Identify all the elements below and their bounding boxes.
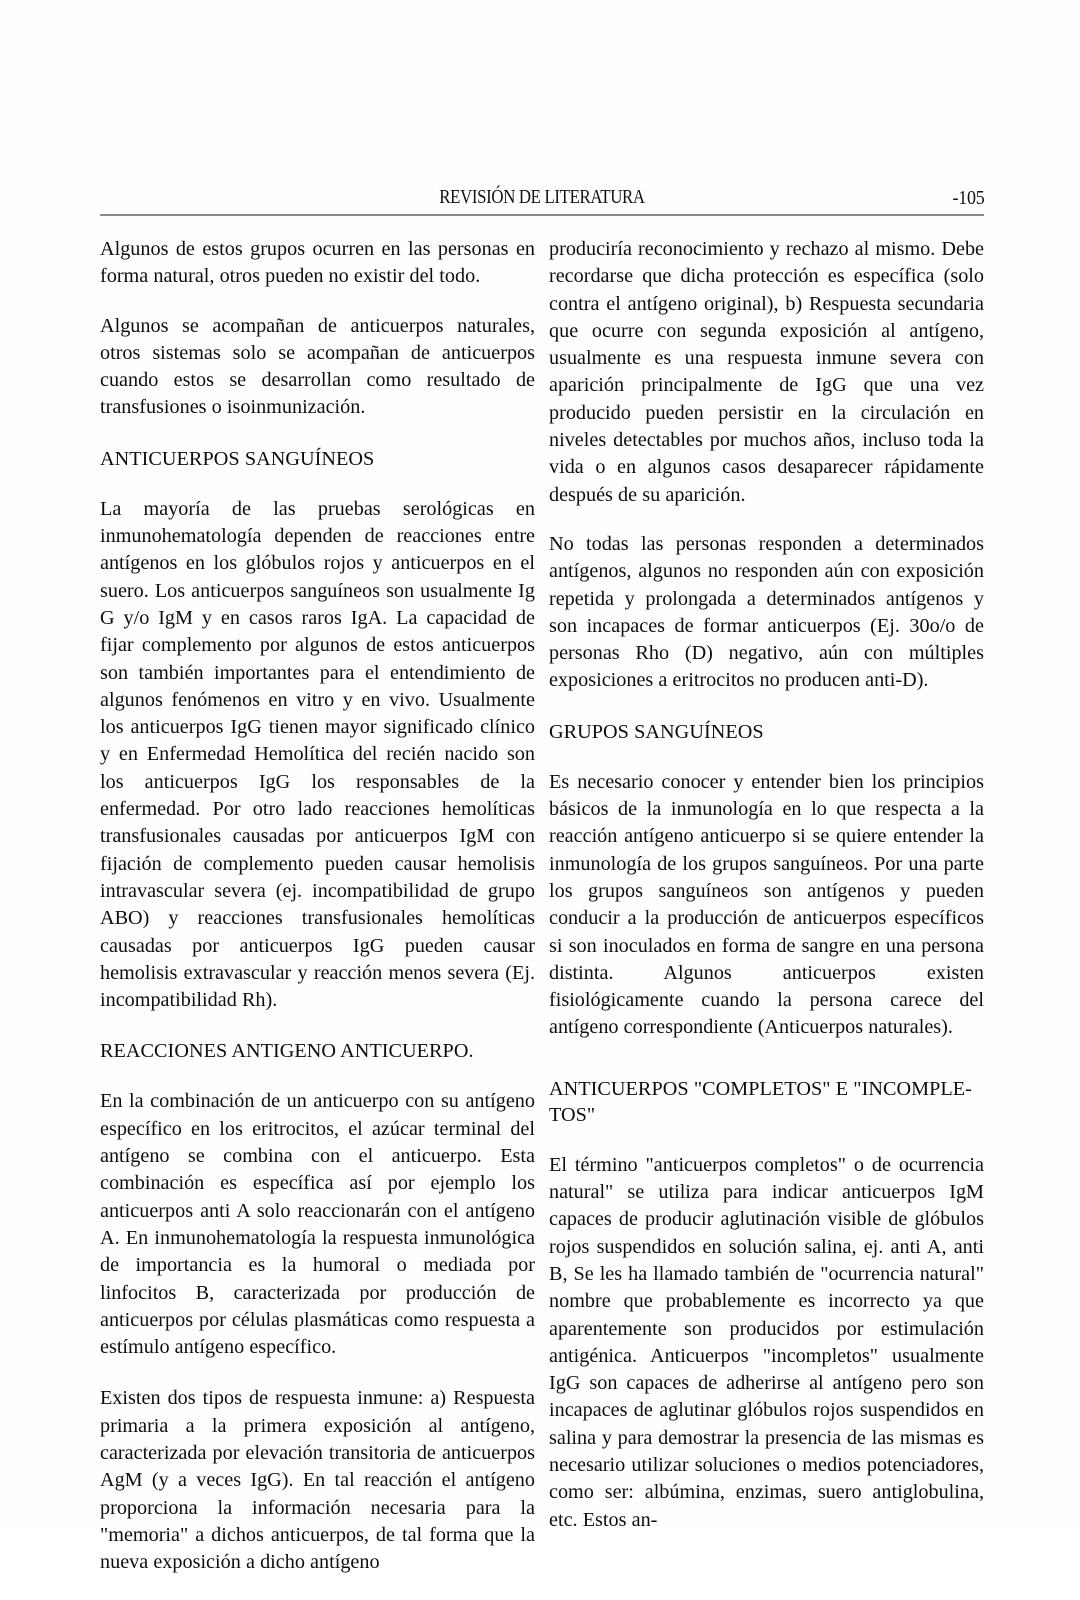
running-head-title: REVISIÓN DE LITERATURA [439, 186, 645, 208]
paragraph-no-todas-las-personas: No todas las personas responden a determinados antígenos, algunos no responden aún con exposición repetida y prolongada a determinados antígenos y son incapaces de formar anticuerpos (Ej. 30o/o de personas Rho (D) negativo, aún con múltiples exposiciones a eritrocitos no producen anti-D). [549, 532, 984, 692]
paragraph-grupos-naturales: Algunos de estos grupos ocurren en las personas en forma natural, otros pueden no existir del todo. [100, 238, 535, 288]
paragraph-principios-inmunologia: Es necesario conocer y entender bien los principios básicos de la inmunología en lo que respecta a la reacción antígeno anticuerpo si se quiere entender la inmunología de los grupos sanguíneos. Por una parte los grupos sanguíneos son antígenos y pueden conducir a la producción de anticuerpos específicos si son inoculados en forma de sangre en una persona distinta. Algunos anticuerpos existen fisiológicamente cuando la persona carece del antígeno correspondiente (Anticuerpos naturales). [549, 770, 984, 1039]
paragraph-combinacion-anticuerpo-antigeno: En la combinación de un anticuerpo con su antígeno específico en los eritrocitos, el azúcar terminal del antígeno se combina con el anticuerpo. Esta combinación es específica así por ejemplo los anticuerpos anti A solo reaccionarán con el antígeno A. En inmunohematología la respuesta inmunológica de importancia es la humoral o mediada por linfocitos B, caracterizada por producción de anticuerpos por células plasmáticas como respuesta a estímulo antígeno específico. [100, 1090, 535, 1359]
running-head [100, 186, 984, 216]
heading-anticuerpos-completos-incompletos: ANTICUERPOS "COMPLETOS" E "INCOMPLE-TOS" [549, 1077, 972, 1126]
paragraph-anticuerpos-naturales: Algunos se acompañan de anticuerpos naturales, otros sistemas solo se acompañan de anticuerpos cuando estos se desarrollan como resultado de transfusiones o isoinmunización. [100, 314, 535, 419]
heading-anticuerpos-sanguineos: ANTICUERPOS SANGUÍNEOS [100, 447, 375, 470]
left-column [100, 236, 535, 1600]
right-column [549, 236, 984, 1558]
paragraph-pruebas-serologicas: La mayoría de las pruebas serológicas en inmunohematología dependen de reacciones entre antígenos en los glóbulos rojos y anticuerpos en el suero. Los anticuerpos sanguíneos son usualmente Ig G y/o IgM y en casos raros IgA. La capacidad de fijar complemento por algunos de estos anticuerpos son también importantes para el entendimiento de algunos fenómenos en vitro y en vivo. Usualmente los anticuerpos IgG tienen mayor significado clínico y en Enfermedad Hemolítica del recién nacido son los anticuerpos IgG los responsables de la enfermedad. Por otro lado reacciones hemolíticas transfusionales causadas por anticuerpos IgM con fijación de complemento pueden causar hemolisis intravascular severa (ej. incompatibilidad de grupo ABO) y reacciones transfusionales hemolíticas causadas por anticuerpos IgG pueden causar hemolisis extravascular y reacción menos severa (Ej. incompatibilidad Rh). [100, 497, 535, 1012]
page-number: -105 [952, 187, 984, 209]
paragraph-respuesta-secundaria: produciría reconocimiento y rechazo al mismo. Debe recordarse que dicha protección es específica (solo contra el antígeno original), b) Respuesta secundaria que ocurre con segunda exposición al antígeno, usualmente es una respuesta inmune severa con aparición principalmente de IgG que una vez producido pueden persistir en la circulación en niveles detectables por muchos años, incluso toda la vida o en algunos casos desaparecer rápidamente después de su aparición. [549, 238, 984, 506]
heading-grupos-sanguineos: GRUPOS SANGUÍNEOS [549, 720, 764, 743]
paragraph-tipos-respuesta-inmune: Existen dos tipos de respuesta inmune: a) Respuesta primaria a la primera exposición al antígeno, caracterizada por elevación transitoria de anticuerpos AgM (y a veces IgG). En tal reacción el antígeno proporciona la información necesaria para la "memoria" a dichos anticuerpos, de tal forma que la nueva exposición a dicho antígeno [100, 1387, 535, 1574]
header-rule [100, 214, 984, 216]
paragraph-termino-anticuerpos-completos: El término "anticuerpos completos" o de ocurrencia natural" se utiliza para indicar anticuerpos IgM capaces de producir aglutinación visible de glóbulos rojos suspendidos en solución salina, ej. anti A, anti B, Se les ha llamado también de "ocurrencia natural" nombre que probablemente es incorrecto ya que aparentemente son producidos por estimulación antigénica. Anticuerpos "incompletos" usualmente IgG son capaces de adherirse al antígeno pero son incapaces de aglutinar glóbulos rojos suspendidos en salina y para demostrar la presencia de las mismas es necesario utilizar soluciones o medios potenciadores, como ser: albúmina, enzimas, suero antiglobulina, etc. Estos an- [549, 1153, 984, 1531]
heading-reacciones-antigeno-anticuerpo: REACCIONES ANTIGENO ANTICUERPO. [100, 1040, 474, 1063]
